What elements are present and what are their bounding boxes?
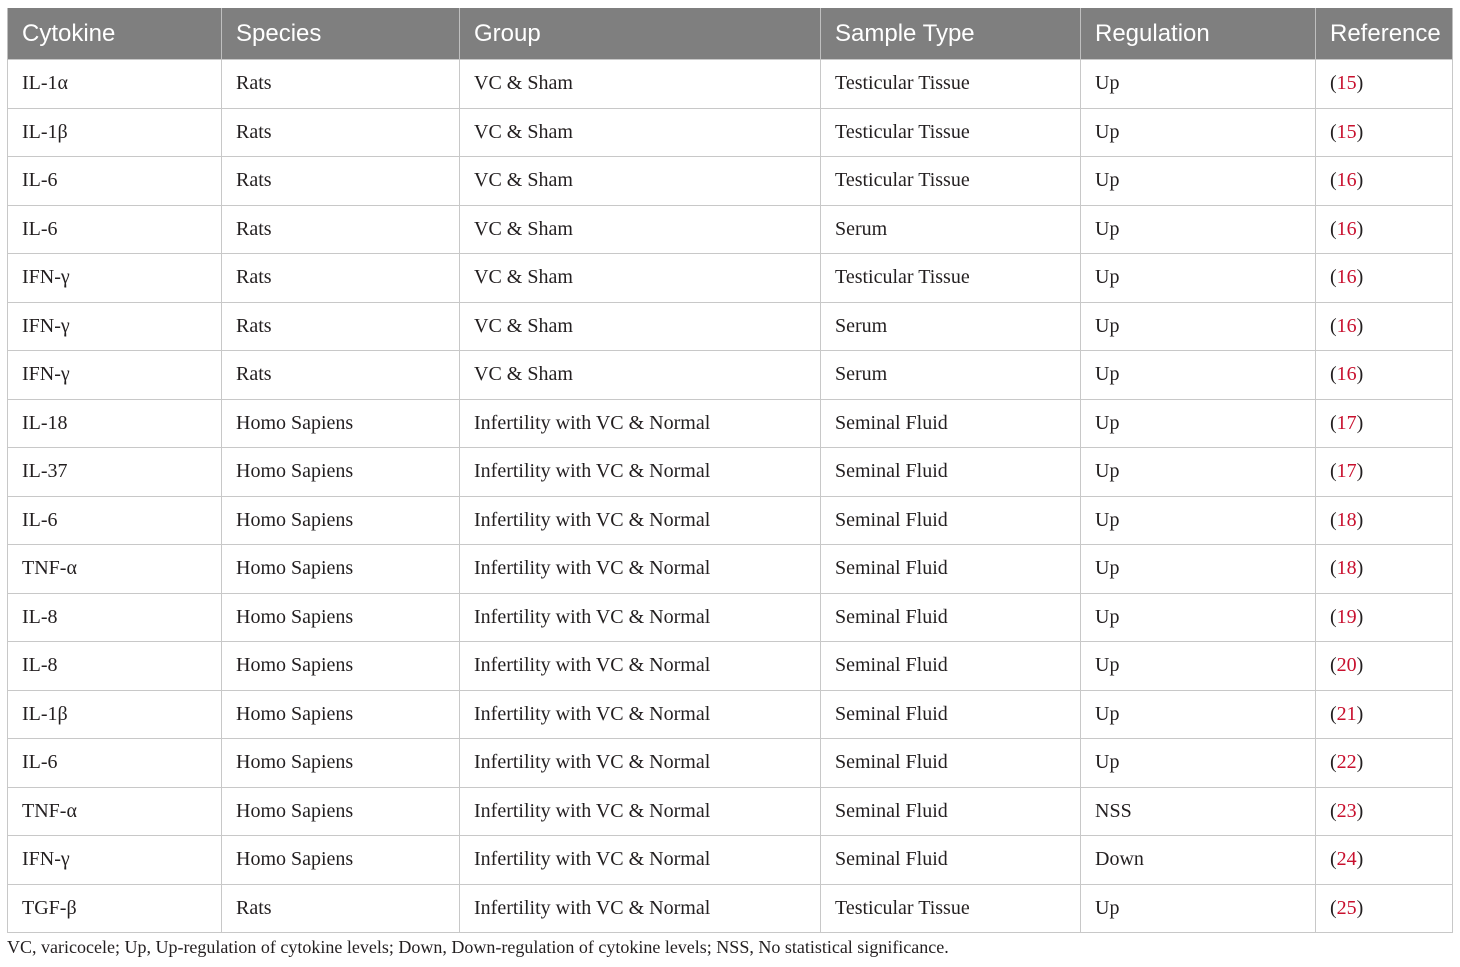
cell-group: VC & Sham	[460, 157, 821, 206]
cell-cytokine: IFN-γ	[8, 351, 222, 400]
header-species: Species	[222, 8, 460, 60]
header-cytokine: Cytokine	[8, 8, 222, 60]
reference-link[interactable]: 16	[1336, 314, 1357, 337]
cell-reference: (16)	[1316, 302, 1453, 351]
table-row	[8, 787, 1453, 836]
cell-regulation: Up	[1081, 690, 1316, 739]
cell-group: Infertility with VC & Normal	[460, 448, 821, 497]
cell-regulation: Down	[1081, 836, 1316, 885]
cell-regulation: Up	[1081, 448, 1316, 497]
cell-sample-type: Testicular Tissue	[821, 157, 1081, 206]
cell-sample-type: Testicular Tissue	[821, 884, 1081, 933]
cell-regulation: Up	[1081, 108, 1316, 157]
table-row	[8, 302, 1453, 351]
table-row	[8, 108, 1453, 157]
cell-group: VC & Sham	[460, 302, 821, 351]
cell-sample-type: Seminal Fluid	[821, 739, 1081, 788]
table-row	[8, 448, 1453, 497]
cell-species: Homo Sapiens	[222, 496, 460, 545]
cell-sample-type: Testicular Tissue	[821, 108, 1081, 157]
table-row	[8, 254, 1453, 303]
cell-species: Homo Sapiens	[222, 690, 460, 739]
cell-cytokine: IL-6	[8, 496, 222, 545]
cell-group: VC & Sham	[460, 205, 821, 254]
cell-regulation: Up	[1081, 254, 1316, 303]
cell-cytokine: IL-1β	[8, 690, 222, 739]
reference-link[interactable]: 15	[1336, 120, 1357, 143]
table-row	[8, 351, 1453, 400]
cell-reference: (18)	[1316, 496, 1453, 545]
cell-species: Homo Sapiens	[222, 399, 460, 448]
cell-species: Rats	[222, 351, 460, 400]
table-row	[8, 205, 1453, 254]
cell-group: Infertility with VC & Normal	[460, 545, 821, 594]
cell-reference: (22)	[1316, 739, 1453, 788]
cell-cytokine: IL-6	[8, 157, 222, 206]
cell-group: Infertility with VC & Normal	[460, 884, 821, 933]
cell-reference: (24)	[1316, 836, 1453, 885]
cell-reference: (15)	[1316, 60, 1453, 109]
reference-link[interactable]: 16	[1336, 169, 1357, 192]
cell-sample-type: Seminal Fluid	[821, 399, 1081, 448]
cell-reference: (16)	[1316, 205, 1453, 254]
cell-cytokine: TGF-β	[8, 884, 222, 933]
cell-regulation: NSS	[1081, 787, 1316, 836]
cell-regulation: Up	[1081, 205, 1316, 254]
table-footnote: VC, varicocele; Up, Up-regulation of cytokine levels; Down, Down-regulation of cytokine levels; NSS, No statistical significance.	[7, 937, 949, 957]
cell-group: Infertility with VC & Normal	[460, 399, 821, 448]
cell-species: Rats	[222, 254, 460, 303]
cytokine-table	[7, 8, 1453, 933]
cell-group: VC & Sham	[460, 60, 821, 109]
cell-cytokine: TNF-α	[8, 545, 222, 594]
cell-species: Homo Sapiens	[222, 545, 460, 594]
cell-species: Rats	[222, 205, 460, 254]
cell-reference: (21)	[1316, 690, 1453, 739]
table-row	[8, 545, 1453, 594]
cell-regulation: Up	[1081, 60, 1316, 109]
cell-sample-type: Serum	[821, 351, 1081, 400]
cell-reference: (16)	[1316, 157, 1453, 206]
table-row	[8, 157, 1453, 206]
header-sample-type: Sample Type	[821, 8, 1081, 60]
cell-group: VC & Sham	[460, 108, 821, 157]
cell-species: Homo Sapiens	[222, 836, 460, 885]
table-row	[8, 593, 1453, 642]
cell-regulation: Up	[1081, 884, 1316, 933]
cell-sample-type: Testicular Tissue	[821, 254, 1081, 303]
cell-group: VC & Sham	[460, 254, 821, 303]
cell-regulation: Up	[1081, 302, 1316, 351]
reference-link[interactable]: 16	[1336, 363, 1357, 386]
cell-group: Infertility with VC & Normal	[460, 787, 821, 836]
cell-regulation: Up	[1081, 351, 1316, 400]
cell-group: VC & Sham	[460, 351, 821, 400]
cell-cytokine: IL-1α	[8, 60, 222, 109]
cell-regulation: Up	[1081, 545, 1316, 594]
cell-cytokine: IL-37	[8, 448, 222, 497]
cell-reference: (25)	[1316, 884, 1453, 933]
cell-reference: (19)	[1316, 593, 1453, 642]
cell-group: Infertility with VC & Normal	[460, 739, 821, 788]
cell-group: Infertility with VC & Normal	[460, 496, 821, 545]
cell-cytokine: IL-8	[8, 642, 222, 691]
header-group: Group	[460, 8, 821, 60]
cell-species: Homo Sapiens	[222, 448, 460, 497]
reference-link[interactable]: 18	[1336, 557, 1357, 580]
cell-sample-type: Seminal Fluid	[821, 787, 1081, 836]
cell-species: Rats	[222, 157, 460, 206]
cell-sample-type: Seminal Fluid	[821, 545, 1081, 594]
reference-link[interactable]: 16	[1336, 266, 1357, 289]
table-row	[8, 496, 1453, 545]
table-row	[8, 642, 1453, 691]
reference-link[interactable]: 15	[1336, 72, 1357, 95]
cell-cytokine: IFN-γ	[8, 302, 222, 351]
cell-reference: (23)	[1316, 787, 1453, 836]
reference-link[interactable]: 18	[1336, 508, 1357, 531]
cell-species: Homo Sapiens	[222, 642, 460, 691]
cell-species: Homo Sapiens	[222, 593, 460, 642]
header-regulation: Regulation	[1081, 8, 1316, 60]
cell-reference: (18)	[1316, 545, 1453, 594]
table-row	[8, 60, 1453, 109]
cell-sample-type: Seminal Fluid	[821, 496, 1081, 545]
cell-sample-type: Serum	[821, 205, 1081, 254]
cell-reference: (15)	[1316, 108, 1453, 157]
cell-sample-type: Seminal Fluid	[821, 836, 1081, 885]
cell-cytokine: IL-8	[8, 593, 222, 642]
cell-regulation: Up	[1081, 642, 1316, 691]
cell-species: Homo Sapiens	[222, 787, 460, 836]
header-row	[8, 8, 1453, 60]
cell-cytokine: IFN-γ	[8, 254, 222, 303]
cell-cytokine: TNF-α	[8, 787, 222, 836]
reference-link[interactable]: 17	[1336, 411, 1357, 434]
cell-sample-type: Seminal Fluid	[821, 593, 1081, 642]
cell-group: Infertility with VC & Normal	[460, 836, 821, 885]
reference-link[interactable]: 25	[1336, 896, 1357, 919]
cell-species: Homo Sapiens	[222, 739, 460, 788]
cell-group: Infertility with VC & Normal	[460, 642, 821, 691]
cell-reference: (17)	[1316, 448, 1453, 497]
cell-species: Rats	[222, 60, 460, 109]
cell-sample-type: Seminal Fluid	[821, 448, 1081, 497]
table-row	[8, 399, 1453, 448]
cell-sample-type: Seminal Fluid	[821, 642, 1081, 691]
cell-sample-type: Serum	[821, 302, 1081, 351]
reference-link[interactable]: 23	[1336, 799, 1357, 822]
cell-regulation: Up	[1081, 593, 1316, 642]
cell-species: Rats	[222, 108, 460, 157]
reference-link[interactable]: 22	[1336, 751, 1357, 774]
table-row	[8, 739, 1453, 788]
cell-species: Rats	[222, 884, 460, 933]
reference-link[interactable]: 17	[1336, 460, 1357, 483]
cell-cytokine: IL-6	[8, 205, 222, 254]
table-row	[8, 690, 1453, 739]
cell-cytokine: IL-6	[8, 739, 222, 788]
cell-regulation: Up	[1081, 739, 1316, 788]
cell-sample-type: Testicular Tissue	[821, 60, 1081, 109]
table-body	[8, 60, 1453, 933]
cell-species: Rats	[222, 302, 460, 351]
cell-cytokine: IL-1β	[8, 108, 222, 157]
cell-reference: (16)	[1316, 254, 1453, 303]
cell-regulation: Up	[1081, 399, 1316, 448]
cell-regulation: Up	[1081, 157, 1316, 206]
cell-cytokine: IFN-γ	[8, 836, 222, 885]
header-reference: Reference	[1316, 8, 1453, 60]
reference-link[interactable]: 20	[1336, 654, 1357, 677]
table-header	[8, 8, 1453, 60]
table-row	[8, 836, 1453, 885]
cell-regulation: Up	[1081, 496, 1316, 545]
table-row	[8, 884, 1453, 933]
cytokine-table-container	[7, 8, 1452, 933]
cell-group: Infertility with VC & Normal	[460, 690, 821, 739]
cell-group: Infertility with VC & Normal	[460, 593, 821, 642]
reference-link[interactable]: 19	[1336, 605, 1357, 628]
cell-reference: (17)	[1316, 399, 1453, 448]
reference-link[interactable]: 21	[1336, 702, 1357, 725]
cell-reference: (16)	[1316, 351, 1453, 400]
reference-link[interactable]: 24	[1336, 848, 1357, 871]
reference-link[interactable]: 16	[1336, 217, 1357, 240]
cell-sample-type: Seminal Fluid	[821, 690, 1081, 739]
cell-cytokine: IL-18	[8, 399, 222, 448]
cell-reference: (20)	[1316, 642, 1453, 691]
